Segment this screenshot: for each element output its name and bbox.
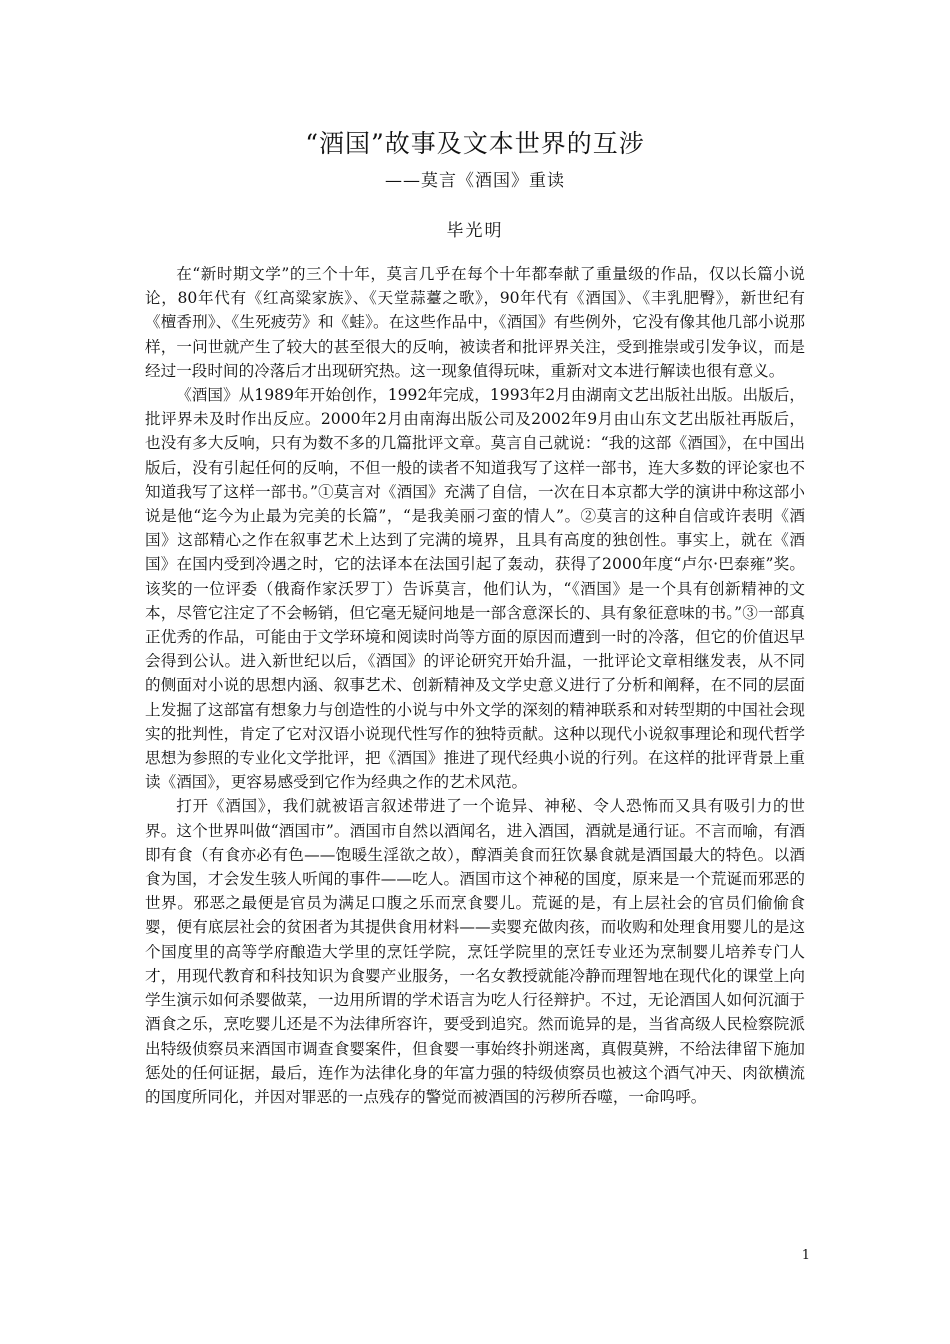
article-title: “酒国”故事及文本世界的互涉	[305, 129, 645, 158]
author-name: 毕光明	[446, 221, 504, 241]
paragraph-2: 《酒国》从1989年开始创作，1992年完成，1993年2月由湖南文艺出版社出版。出版后，批评界未及时作出反应。2000年2月由南海出版公司及2002年9月由山东文艺出版社再版后，也没有多大反响，只有为数不多的几篇批评文章。莫言自己就说：“我的这部《酒国》，在中国出版后，没有引起任何的反响，不但一般的读者不知道我写了这样一部书，连大多数的评论家也不知道我写了这样一部书。”①莫言对《酒国》充满了自信，一次在日本京都大学的演讲中称这部小说是他“迄今为止最为完美的长篇”，“是我美丽刁蛮的情人”。②莫言的这种自信或许表明《酒国》这部精心之作在叙事艺术上达到了完满的境界，且具有高度的独创性。事实上，就在《酒国》在国内受到冷遇之时，它的法译本在法国引起了轰动，获得了2000年度“卢尔·巴泰雍”奖。该奖的一位评委（俄裔作家沃罗丁）告诉莫言，他们认为，“《酒国》是一个具有创新精神的文本，尽管它注定了不会畅销，但它毫无疑问地是一部含意深长的、具有象征意味的书。”③一部真正优秀的作品，可能由于文学环境和阅读时尚等方面的原因而遭到一时的冷落，但它的价值迟早会得到公认。进入新世纪以后，《酒国》的评论研究开始升温，一批评论文章相继发表，从不同的侧面对小说的思想内涵、叙事艺术、创新精神及文学史意义进行了分析和阐释，在不同的层面上发掘了这部富有想象力与创造性的小说与中外文学的深刻的精神联系和对转型期的中国社会现实的批判性，肯定了它对汉语小说现代性写作的独特贡献。这种以现代小说叙事理论和现代哲学思想为参照的专业化文学批评，把《酒国》推进了现代经典小说的行列。在这样的批评背景上重读《酒国》，更容易感受到它作为经典之作的艺术风范。	[145, 386, 805, 792]
paragraph-1: 在“新时期文学”的三个十年，莫言几乎在每个十年都奉献了重量级的作品，仅以长篇小说论，80年代有《红高粱家族》、《天堂蒜薹之歌》，90年代有《酒国》、《丰乳肥臀》，新世纪有《檀香刑》、《生死疲劳》和《蛙》。在这些作品中，《酒国》有些例外，它没有像其他几部小说那样，一问世就产生了较大的甚至很大的反响，被读者和批评界关注，受到推崇或引发争议，而是经过一段时间的冷落后才出现研究热。这一现象值得玩味，重新对文本进行解读也很有意义。	[145, 265, 805, 380]
paragraph-3: 打开《酒国》，我们就被语言叙述带进了一个诡异、神秘、令人恐怖而又具有吸引力的世界。这个世界叫做“酒国市”。酒国市自然以酒闻名，进入酒国，酒就是通行证。不言而喻，有酒即有食（有食亦必有色——饱暖生淫欲之故），醇酒美食而狂饮暴食就是酒国最大的特色。以酒食为国，才会发生骇人听闻的事件——吃人。酒国市这个神秘的国度，原来是一个荒诞而邪恶的世界。邪恶之最便是官员为满足口腹之乐而烹食婴儿。荒诞的是，有上层社会的官员们偷偷食婴，便有底层社会的贫困者为其提供食用材料——卖婴充做肉孩，而收购和处理食用婴儿的是这个国度里的高等学府酿造大学里的烹饪学院，烹饪学院里的烹饪专业还为烹制婴儿培养专门人才，用现代教育和科技知识为食婴产业服务，一名女教授就能冷静而理智地在现代化的课堂上向学生演示如何杀婴做菜，一边用所谓的学术语言为吃人行径辩护。不过，无论酒国人如何沉湎于酒食之乐，烹吃婴儿还是不为法律所容许，要受到追究。然而诡异的是，当省高级人民检察院派出特级侦察员来酒国市调查食婴案件，但食婴一事始终扑朔迷离，真假莫辨，不给法律留下施加惩处的任何证据，最后，连作为法律化身的年富力强的特级侦察员也被这个酒气冲天、肉欲横流的国度所同化，并因对罪恶的一点残存的警觉而被酒国的污秽所吞噬，一命呜呼。	[145, 797, 805, 1106]
article-subtitle: ——莫言《酒国》重读	[385, 171, 565, 191]
page-number: 1	[801, 1248, 810, 1263]
article-body	[145, 262, 805, 1109]
